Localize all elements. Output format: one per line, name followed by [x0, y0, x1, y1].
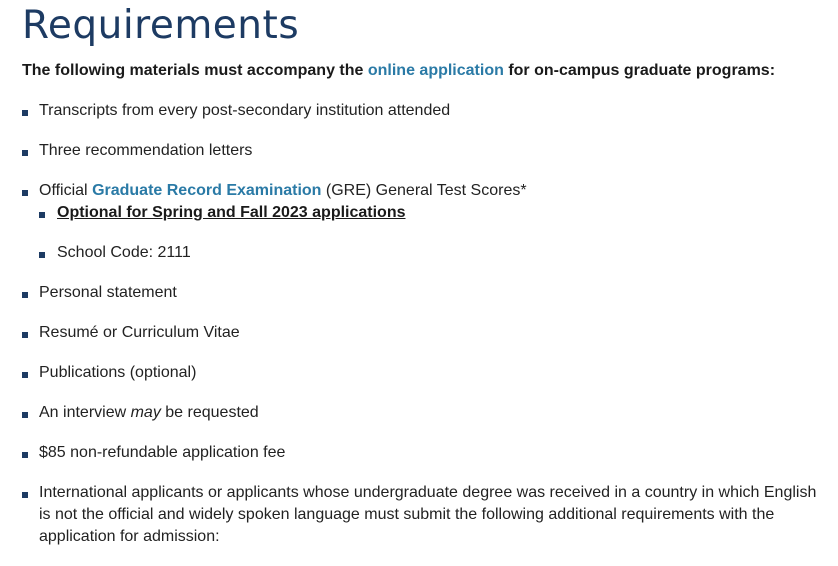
- list-item-publications: [22, 362, 830, 384]
- requirements-list: [22, 100, 830, 548]
- list-item-interview: [22, 402, 830, 424]
- intro-text: [22, 60, 830, 82]
- interview-text-before: An interview: [39, 404, 131, 421]
- sub-item-optional: [39, 202, 830, 224]
- fee-text: $85 non-refundable application fee: [39, 444, 286, 461]
- list-item-fee: [22, 442, 830, 464]
- transcripts-text: Transcripts from every post-secondary institution attended: [39, 102, 451, 119]
- gre-text-before: Official: [39, 182, 93, 199]
- online-application-link[interactable]: online application: [367, 62, 504, 79]
- publications-text: Publications (optional): [39, 364, 197, 381]
- sub-item-school-code: [39, 242, 830, 264]
- statement-text: Personal statement: [39, 284, 177, 301]
- interview-text-after: be requested: [160, 404, 259, 421]
- list-item-transcripts: [22, 100, 830, 122]
- resume-text: Resumé or Curriculum Vitae: [39, 324, 240, 341]
- intro-text-before: The following materials must accompany the: [22, 62, 368, 79]
- letters-text: Three recommendation letters: [39, 142, 253, 159]
- list-item-gre: [22, 180, 830, 264]
- page-title: Requirements: [22, 3, 300, 48]
- interview-emphasis: may: [130, 404, 161, 421]
- gre-link[interactable]: Graduate Record Examination: [92, 182, 322, 199]
- school-code-text: School Code: 2111: [57, 244, 191, 261]
- list-item-international: [22, 482, 830, 548]
- gre-text-after: (GRE) General Test Scores*: [321, 182, 527, 199]
- gre-sublist: [39, 202, 830, 264]
- requirements-section: [22, 0, 830, 566]
- list-item-statement: [22, 282, 830, 304]
- gre-optional-note: Optional for Spring and Fall 2023 applications: [57, 204, 406, 221]
- international-text: International applicants or applicants whose undergraduate degree was received in a country in which English is not the official and widely spoken language must submit the following additional requirements with the application for admission:: [39, 484, 817, 545]
- list-item-letters: [22, 140, 830, 162]
- intro-text-after: for on-campus graduate programs:: [503, 62, 776, 79]
- list-item-resume: [22, 322, 830, 344]
